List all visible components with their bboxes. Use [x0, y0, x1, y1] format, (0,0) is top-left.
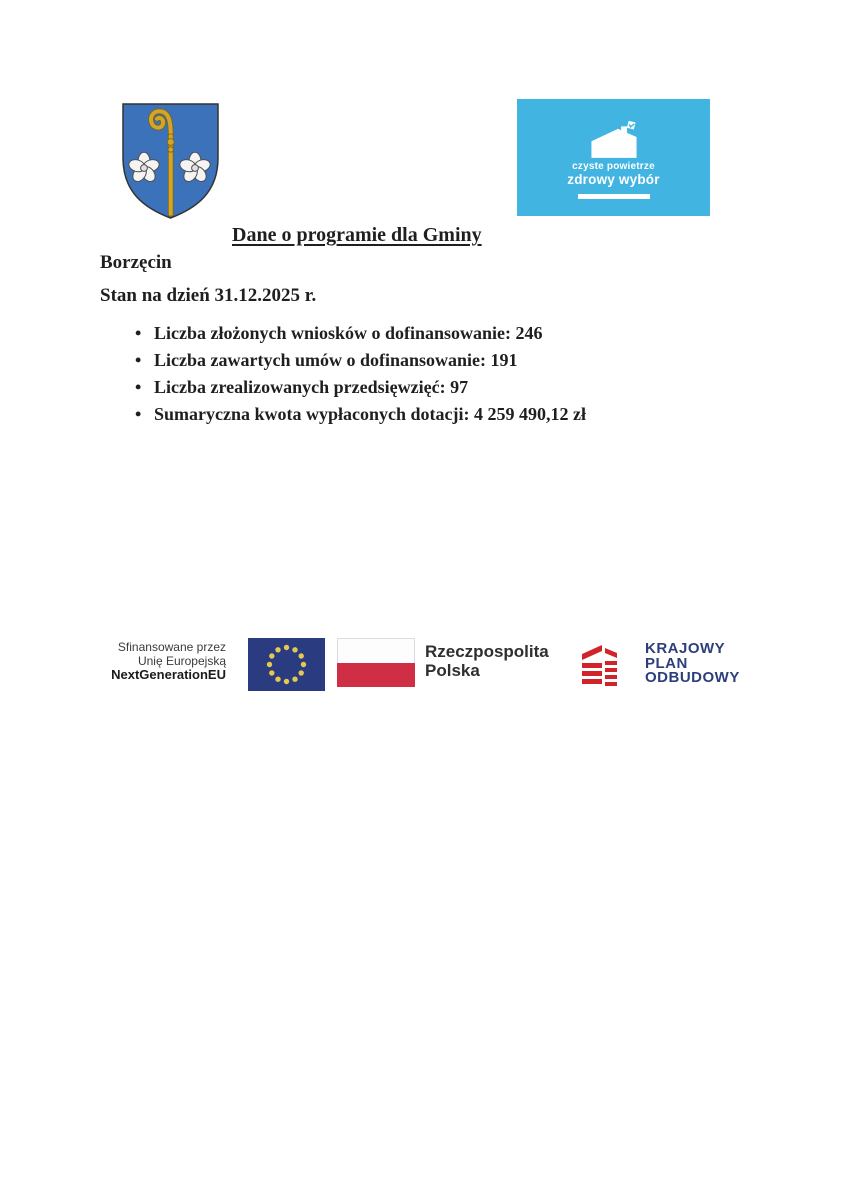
coat-of-arms-icon [119, 100, 222, 222]
eu-funding-line1: Sfinansowane przez [117, 640, 226, 654]
poland-label-line1: Rzeczpospolita [425, 642, 549, 661]
page-title: Dane o programie dla Gminy [232, 224, 482, 246]
eu-funding-line2: Unię Europejską [137, 653, 226, 668]
program-logo-line1: czyste powietrze [572, 161, 655, 172]
poland-label-line2: Polska [425, 661, 480, 680]
eu-flag-icon [248, 638, 325, 691]
borzecin-coat-of-arms [119, 100, 222, 222]
municipality-name: Borzęcin [100, 252, 172, 273]
eu-funding-line3: NextGenerationEU [111, 667, 226, 682]
list-item: • Liczba zawartych umów o dofinansowanie: 191 [135, 350, 586, 371]
program-logo-underline [578, 194, 650, 199]
list-item: • Sumaryczna kwota wypłaconych dotacji: 4 259 490,12 zł [135, 404, 586, 425]
kpo-label [645, 642, 740, 686]
kpo-label-line1: KRAJOWY [645, 640, 726, 657]
status-date-line: Stan na dzień 31.12.2025 r. [100, 285, 317, 306]
program-stats-list [135, 323, 586, 431]
kpo-label-line3: ODBUDOWY [645, 669, 740, 686]
eu-funding-caption [100, 641, 226, 682]
kpo-label-line2: PLAN [645, 654, 688, 672]
czyste-powietrze-logo [517, 99, 710, 216]
list-item: • Liczba zrealizowanych przedsięwzięć: 97 [135, 377, 586, 398]
poland-label [425, 642, 549, 680]
kpo-logo-icon [581, 642, 618, 688]
program-logo-line2: zdrowy wybór [567, 172, 660, 187]
poland-flag-icon [337, 638, 415, 687]
list-item: • Liczba złożonych wniosków o dofinansowanie: 246 [135, 323, 586, 344]
house-checkmark-icon [579, 121, 649, 159]
